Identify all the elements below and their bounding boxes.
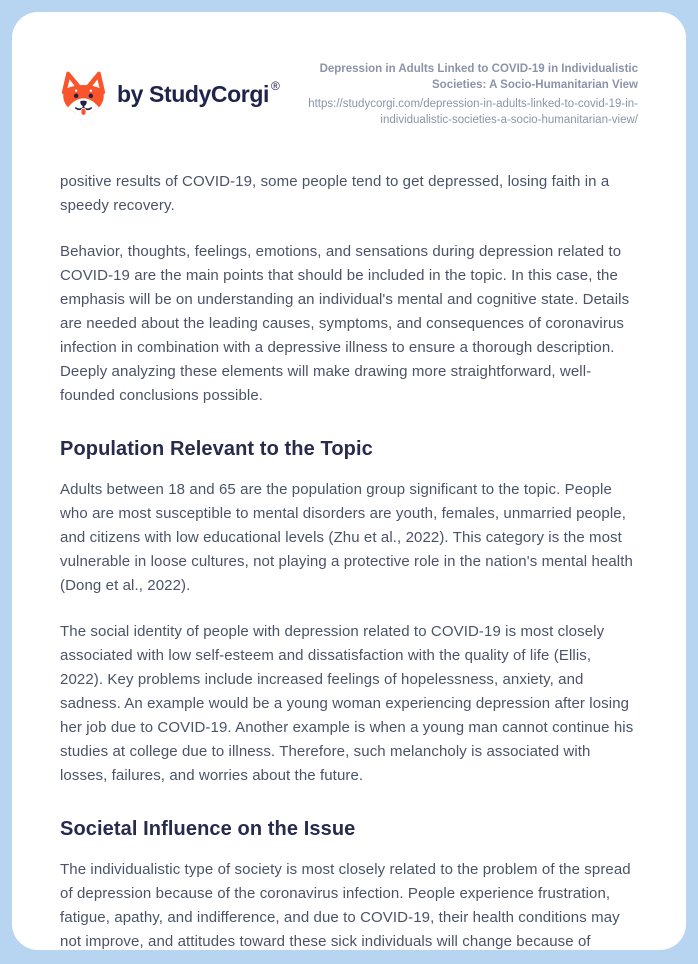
brand-name: by StudyCorgi	[117, 80, 269, 107]
registered-trademark: ®	[270, 79, 280, 93]
corgi-logo-icon	[60, 68, 107, 120]
section-heading-societal: Societal Influence on the Issue	[60, 818, 356, 840]
document-title: Depression in Adults Linked to COVID-19 in Individualistic Societies: A Socio-Humanitarian View	[319, 63, 638, 91]
document-card	[12, 12, 686, 950]
document-meta	[286, 58, 638, 128]
article-paragraph-continuation: positive results of COVID-19, some people tend to get depressed, losing faith in a speedy recovery.	[60, 173, 610, 214]
article-paragraph: The social identity of people with depression related to COVID-19 is most closely associated with low self-esteem and dissatisfaction with the quality of life (Ellis, 2022). Key problems include increased feelings of hopelessness, anxiety, and sadness. An example would be a young woman experiencing depression after losing her job due to COVID-19. Another example is when a young man cannot continue his studies at college due to illness. Therefore, such melancholy is associated with losses, failures, and worries about the future.	[60, 623, 634, 784]
article-paragraph-clipped: The individualistic type of society is most closely related to the problem of the spread of depression because of the coronavirus infection. People experience frustration, fatigue, apathy, and indifference, and due to COVID-19, their health conditions may not improve, and attitudes toward these sick individuals will change because of	[60, 861, 631, 950]
studycorgi-logo	[60, 58, 280, 120]
article-paragraph: Adults between 18 and 65 are the population group significant to the topic. People who are most susceptible to mental disorders are youth, females, unmarried people, and citizens with low educational levels (Zhu et al., 2022). This category is the most vulnerable in loose cultures, not playing a protective role in the nation's mental health (Dong et al., 2022).	[60, 481, 633, 594]
document-url-link[interactable]: https://studycorgi.com/depression-in-adults-linked-to-covid-19-in-individualistic-societies-a-socio-humanitarian-view/	[308, 98, 638, 126]
document-header	[60, 58, 638, 128]
article-content	[60, 170, 638, 950]
section-heading-population: Population Relevant to the Topic	[60, 438, 373, 460]
article-paragraph: Behavior, thoughts, feelings, emotions, and sensations during depression related to COVID-19 are the main points that should be included in the topic. In this case, the emphasis will be on understanding an individual's mental and cognitive state. Details are needed about the leading causes, symptoms, and consequences of coronavirus infection in combination with a depressive illness to ensure a thorough description. Deeply analyzing these elements will make drawing more straightforward, well-founded conclusions possible.	[60, 243, 630, 404]
